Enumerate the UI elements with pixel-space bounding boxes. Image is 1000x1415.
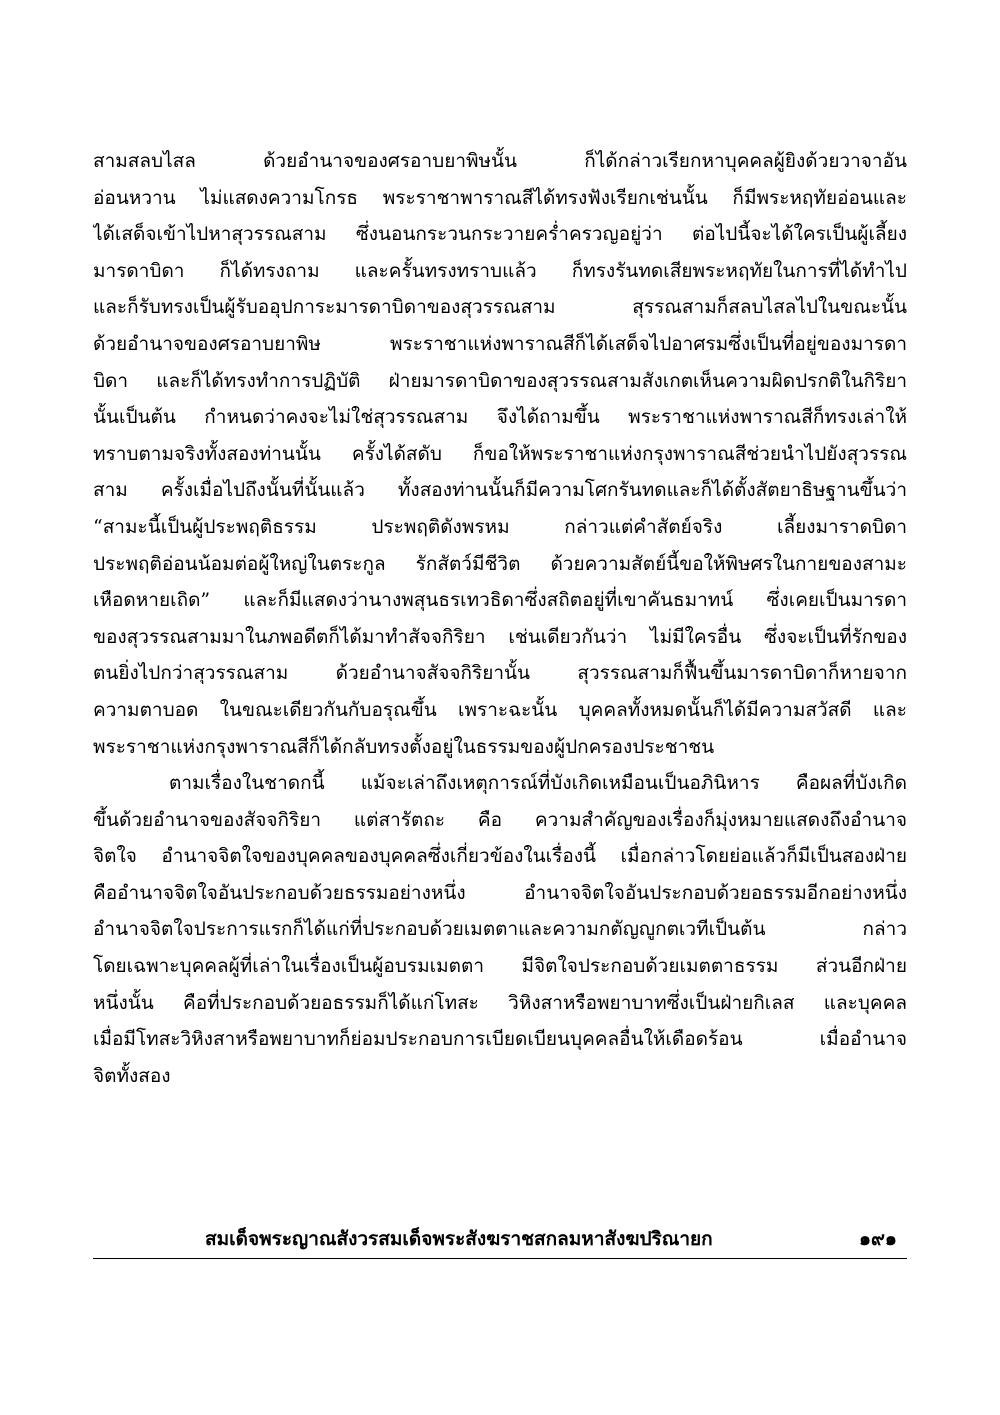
- text-line: หนึ่งนั้น คือที่ประกอบด้วยอธรรมก็ได้แก่โทสะ วิหิงสาหรือพยาบาทซึ่งเป็นฝ่ายกิเลส และบุคคล: [93, 991, 907, 1014]
- page-footer: [93, 1222, 907, 1256]
- text-line: อำนาจจิตใจประการแรกก็ได้แก่ที่ประกอบด้วยเมตตาและความกตัญญูกตเวทีเป็นต้น กล่าว: [93, 918, 907, 941]
- text-line: ประพฤติอ่อนน้อมต่อผู้ใหญ่ในตระกูล รักสัตว์มีชีวิต ด้วยความสัตย์นี้ขอให้พิษศรในกายของสามะ: [93, 552, 907, 575]
- body-text: [93, 143, 907, 1094]
- text-line: สาม ครั้งเมื่อไปถึงนั้นที่นั้นแล้ว ทั้งสองท่านนั้นก็มีความโศกรันทดและก็ได้ตั้งสัตยาธิษฐานขึ้นว่า: [93, 479, 907, 502]
- footer-title: สมเด็จพระญาณสังวรสมเด็จพระสังฆราชสกลมหาสังฆปริณายก: [205, 1228, 713, 1250]
- text-line: สามสลบไสล ด้วยอำนาจของศรอาบยาพิษนั้น ก็ได้กล่าวเรียกหาบุคคลผู้ยิงด้วยวาจาอัน: [93, 150, 907, 172]
- text-line: เมื่อมีโทสะวิหิงสาหรือพยาบาทก็ย่อมประกอบการเบียดเบียนบุคคลอื่นให้เดือดร้อน เมื่ออำนาจ: [93, 1028, 907, 1051]
- text-line: ขึ้นด้วยอำนาจของสัจจกิริยา แต่สารัตถะ คือ ความสำคัญของเรื่องก็มุ่งหมายแสดงถึงอำนาจ: [93, 808, 907, 831]
- text-line: จิตใจ อำนาจจิตใจของบุคคลของบุคคลซึ่งเกี่ยวข้องในเรื่องนี้ เมื่อกล่าวโดยย่อแล้วก็มีเป็นสองฝ่าย: [93, 845, 907, 868]
- text-line: คืออำนาจจิตใจอันประกอบด้วยธรรมอย่างหนึ่ง อำนาจจิตใจอันประกอบด้วยอธรรมอีกอย่างหนึ่ง: [93, 881, 907, 904]
- text-line: ด้วยอำนาจของศรอาบยาพิษ พระราชาแห่งพาราณสีก็ได้เสด็จไปอาศรมซึ่งเป็นที่อยู่ของมารดา: [93, 332, 907, 355]
- text-line: พระราชาแห่งกรุงพาราณสีก็ได้กลับทรงตั้งอยู่ในธรรมของผู้ปกครองประชาชน: [93, 735, 715, 758]
- text-line: ทราบตามจริงทั้งสองท่านนั้น ครั้งได้สดับ ก็ขอให้พระราชาแห่งกรุงพาราณสีช่วยนำไปยังสุวรรณ: [93, 442, 907, 465]
- text-line: “สามะนี้เป็นผู้ประพฤติธรรม ประพฤติดังพรหม กล่าวแต่คำสัตย์จริง เลี้ยงมาราดบิดา: [93, 515, 907, 538]
- text-line: ความตาบอด ในขณะเดียวกันกับอรุณขึ้น เพราะฉะนั้น บุคคลทั้งหมดนั้นก็ได้มีความสวัสดี และ: [93, 698, 907, 721]
- text-line: โดยเฉพาะบุคคลผู้ที่เล่าในเรื่องเป็นผู้อบรมเมตตา มีจิตใจประกอบด้วยเมตตาธรรม ส่วนอีกฝ่าย: [93, 955, 907, 978]
- text-line: เหือดหายเถิด” และก็มีแสดงว่านางพสุนธรเทวธิดาซึ่งสถิตอยู่ที่เขาคันธมาทน์ ซึ่งเคยเป็นมารดา: [93, 589, 907, 612]
- text-line: ตามเรื่องในชาดกนี้ แม้จะเล่าถึงเหตุการณ์ที่บังเกิดเหมือนเป็นอภินิหาร คือผลที่บังเกิด: [169, 772, 907, 795]
- text-line: มารดาบิดา ก็ได้ทรงถาม และครั้นทรงทราบแล้ว ก็ทรงรันทดเสียพระหฤทัยในการที่ได้ทำไป: [93, 259, 907, 282]
- text-line: บิดา และก็ได้ทรงทำการปฏิบัติ ฝ่ายมารดาบิดาของสุวรรณสามสังเกตเห็นความผิดปรกติในกิริยา: [93, 369, 907, 392]
- text-line: ได้เสด็จเข้าไปหาสุวรรณสาม ซึ่งนอนกระวนกระวายคร่ำครวญอยู่ว่า ต่อไปนี้จะได้ใครเป็นผู้เลี้ยง: [93, 223, 907, 246]
- text-line: อ่อนหวาน ไม่แสดงความโกรธ พระราชาพาราณสีได้ทรงฟังเรียกเช่นนั้น ก็มีพระหฤทัยอ่อนและ: [93, 186, 907, 209]
- page-number: ๑๙๑: [858, 1228, 897, 1250]
- text-line: ของสุวรรณสามมาในภพอดีตก็ได้มาทำสัจจกิริยา เช่นเดียวกันว่า ไม่มีใครอื่น ซึ่งจะเป็นที่รักของ: [93, 625, 907, 648]
- text-line: นั้นเป็นต้น กำหนดว่าคงจะไม่ใช่สุวรรณสาม จึงได้ถามขึ้น พระราชาแห่งพาราณสีก็ทรงเล่าให้: [93, 406, 907, 429]
- text-line: ตนยิ่งไปกว่าสุวรรณสาม ด้วยอำนาจสัจจกิริยานั้น สุวรรณสามก็ฟื้นขึ้นมารดาบิดาก็หายจาก: [93, 662, 907, 685]
- footer-divider: [93, 1258, 907, 1259]
- text-line: และก็รับทรงเป็นผู้รับออุปการะมารดาบิดาของสุวรรณสาม สุรรณสามก็สลบไสลไปในขณะนั้น: [93, 296, 907, 319]
- text-line: จิตทั้งสอง: [93, 1064, 171, 1087]
